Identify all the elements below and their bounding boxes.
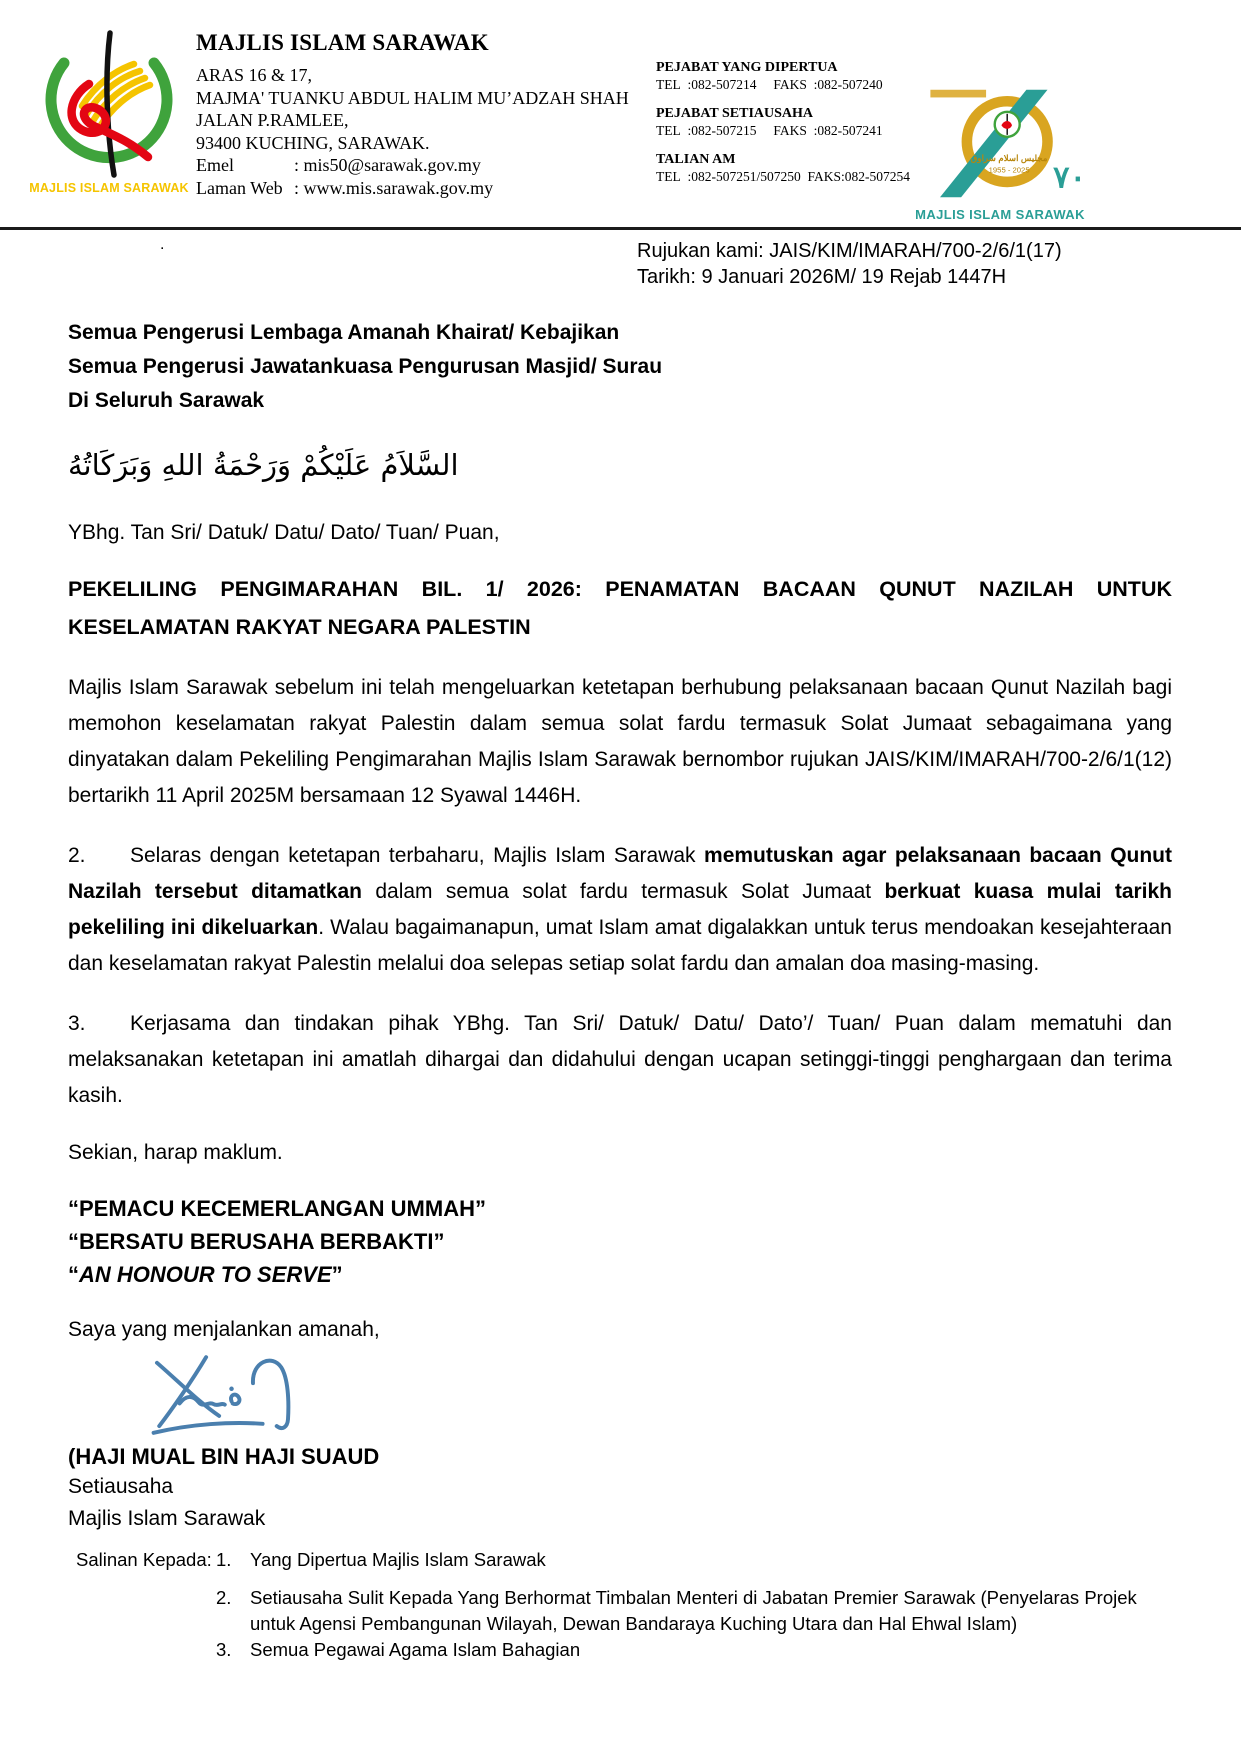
cc-item-text: Setiausaha Sulit Kepada Yang Berhormat Timbalan Menteri di Jabatan Premier Sarawak (Penyelaras Projek untuk Agensi Pembangunan Wilayah, Dewan Bandaraya Kuching Utara dan Hal Ehwal Islam) [250, 1587, 1137, 1634]
web-label: Laman Web [196, 177, 283, 198]
org-address-block [196, 30, 666, 199]
org-address-line-1: ARAS 16 & 17, [196, 65, 313, 85]
cc-item [216, 1637, 1172, 1663]
org-address-line-3: JALAN P.RAMLEE, [196, 110, 349, 130]
slogan-line: “BERSATU BERUSAHA BERBAKTI” [68, 1229, 445, 1254]
contact-group-talian-am [656, 152, 921, 185]
stray-dot: . [160, 236, 165, 253]
cc-item [216, 1547, 1172, 1573]
cc-block [68, 1547, 1172, 1663]
cc-list [216, 1547, 1172, 1663]
recipient-line: Semua Pengerusi Lembaga Amanah Khairat/ Kebajikan [68, 321, 620, 344]
header-divider-rule [0, 227, 1241, 230]
slogan-block [68, 1192, 1172, 1291]
cc-item [216, 1585, 1172, 1637]
slogan-line: “AN HONOUR TO SERVE” [68, 1262, 343, 1287]
anniversary-70-logo [910, 84, 1090, 222]
mis-crest-logo [28, 28, 190, 195]
web-value: : www.mis.sarawak.gov.my [294, 177, 494, 198]
cc-label: Salinan Kepada: [76, 1549, 212, 1570]
anniv-arabic-text: مجليس اسلام سراوق [970, 152, 1048, 163]
mis-crest-icon [28, 28, 190, 178]
org-address-line-2: MAJMA' TUANKU ABDUL HALIM MU’ADZAH SHAH [196, 87, 629, 108]
signatory-org: Majlis Islam Sarawak [68, 1507, 266, 1530]
reference-date: Tarikh: 9 Januari 2026M/ 19 Rejab 1447H [637, 266, 1007, 288]
cc-item-number: 2. [216, 1587, 232, 1608]
paragraph-2: 2. Selaras dengan ketetapan terbaharu, Majlis Islam Sarawak memutuskan agar pelaksanaan bacaan Qunut Nazilah tersebut ditamatkan dalam semua solat fardu termasuk Solat Jumaat berkuat kuasa mulai tarikh pekeliling ini dikeluarkan. Walau bagaimanapun, umat Islam amat digalakkan untuk terus mendoakan kesejahteraan dan keselamatan rakyat Palestin melalui doa selepas setiap solat fardu dan amalan doa masing-masing. [68, 844, 1173, 975]
org-name: MAJLIS ISLAM SARAWAK [196, 30, 489, 55]
slogan-line: “PEMACU KECEMERLANGAN UMMAH” [68, 1196, 486, 1221]
contact-title: PEJABAT SETIAUSAHA [656, 106, 814, 121]
paragraph-3: 3. Kerjasama dan tindakan pihak YBhg. Tan Sri/ Datuk/ Datu/ Dato’/ Tuan/ Puan dalam mematuhi dan melaksanakan ketetapan ini amatlah dihargai dan didahului dengan ucapan setinggi-tinggi penghargaan dan terima kasih. [68, 1012, 1172, 1107]
anniversary-70-icon [910, 84, 1090, 204]
reference-block [637, 238, 1172, 290]
cc-item-text: Yang Dipertua Majlis Islam Sarawak [250, 1549, 546, 1570]
sign-off-line: Saya yang menjalankan amanah, [68, 1318, 380, 1341]
signatory-title: Setiausaha [68, 1475, 174, 1498]
contact-group-dipertua [656, 60, 921, 93]
contact-title: PEJABAT YANG DIPERTUA [656, 60, 838, 75]
email-value: : mis50@sarawak.gov.my [294, 155, 481, 175]
org-address-line-4: 93400 KUCHING, SARAWAK. [196, 132, 430, 153]
paragraph-1: Majlis Islam Sarawak sebelum ini telah mengeluarkan ketetapan berhubung pelaksanaan bacaan Qunut Nazilah bagi memohon keselamatan rakyat Palestin dalam semua solat fardu termasuk Solat Jumaat sebagaimana yang dinyatakan dalam Pekeliling Pengimarahan Majlis Islam Sarawak bernombor rujukan JAIS/KIM/IMARAH/700-2/6/1(12) bertarikh 11 April 2025M bersamaan 12 Syawal 1446H. [68, 676, 1172, 807]
recipient-line: Di Seluruh Sarawak [68, 389, 265, 412]
org-email-row [196, 154, 666, 177]
anniv-numeral-70: ٧٠ [1053, 159, 1087, 195]
salutation-line: YBhg. Tan Sri/ Datuk/ Datu/ Dato/ Tuan/ Puan, [68, 521, 500, 544]
signature [80, 1347, 1172, 1443]
contact-line: TEL :082-507251/507250 FAKS:082-507254 [656, 169, 910, 184]
contact-numbers-block [656, 60, 921, 198]
subject-heading: PEKELILING PENGIMARAHAN BIL. 1/ 2026: PENAMATAN BACAAN QUNUT NAZILAH UNTUK KESELAMATAN RAKYAT NEGARA PALESTIN [68, 577, 1172, 639]
email-label: Emel [196, 155, 234, 175]
contact-line: TEL :082-507215 FAKS :082-507241 [656, 123, 883, 138]
cc-item-number: 3. [216, 1639, 232, 1660]
contact-group-setiausaha [656, 106, 921, 139]
arabic-greeting: السَّلاَمُ عَلَيْكُمْ وَرَحْمَةُ اللهِ وَبَرَكَاتُهُ [68, 448, 459, 482]
signature-scribble-icon [80, 1347, 400, 1443]
anniv-years-text: 1955 - 2025 [988, 165, 1030, 175]
reference-number: Rujukan kami: JAIS/KIM/IMARAH/700-2/6/1(17) [637, 240, 1062, 262]
contact-title: TALIAN AM [656, 152, 736, 167]
recipient-block [68, 316, 1172, 418]
signatory-name: (HAJI MUAL BIN HAJI SUAUD [68, 1444, 380, 1469]
letter-body [68, 232, 1172, 1663]
letterhead [0, 0, 1241, 227]
mis-crest-caption: MAJLIS ISLAM SARAWAK [29, 181, 189, 195]
org-web-row [196, 177, 666, 200]
contact-line: TEL :082-507214 FAKS :082-507240 [656, 77, 883, 92]
cc-item-text: Semua Pegawai Agama Islam Bahagian [250, 1639, 581, 1660]
recipient-line: Semua Pengerusi Jawatankuasa Pengurusan Masjid/ Surau [68, 355, 663, 378]
closing-line: Sekian, harap maklum. [68, 1141, 283, 1164]
anniv-caption: MAJLIS ISLAM SARAWAK [915, 207, 1085, 222]
cc-item-number: 1. [216, 1549, 232, 1570]
